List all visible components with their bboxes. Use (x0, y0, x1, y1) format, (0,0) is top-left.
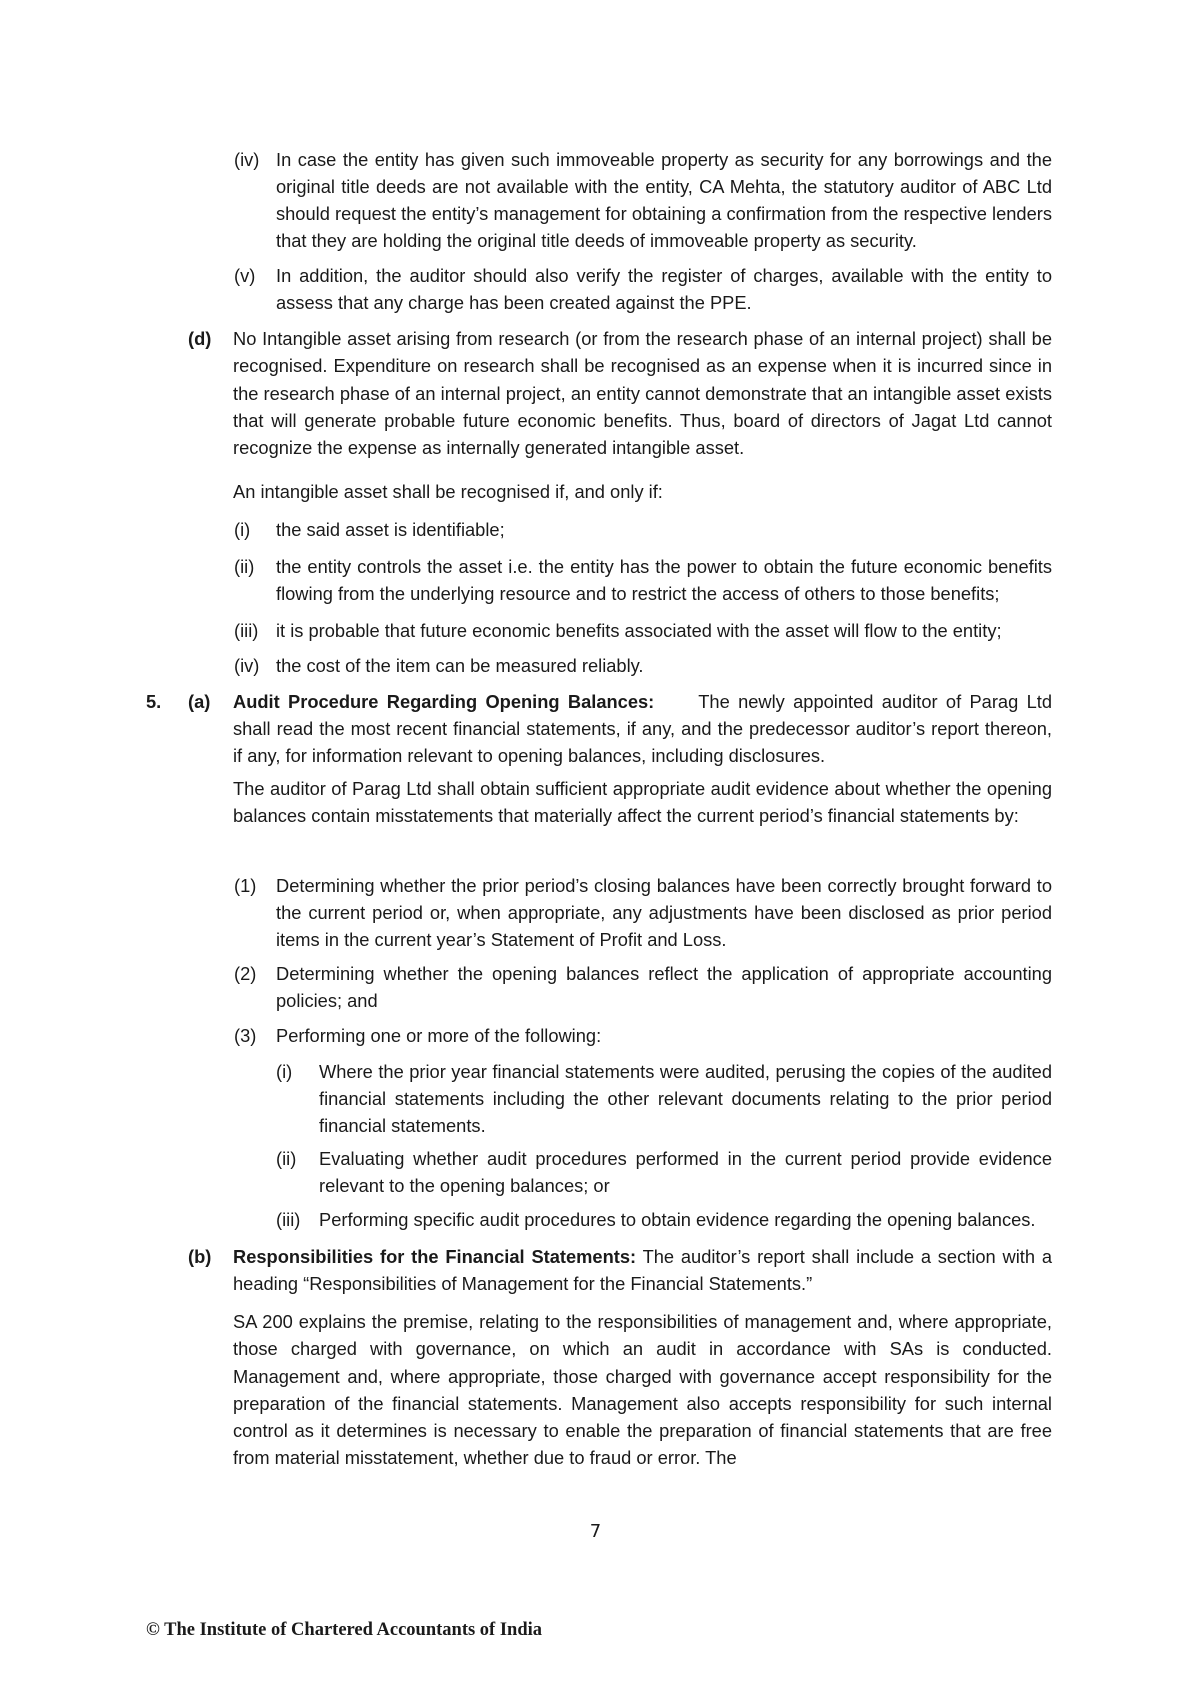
item-text: Performing one or more of the following: (276, 1025, 602, 1046)
section-paragraph: SA 200 explains the premise, relating to the responsibilities of management and, where appropriate, those charged with governance, on which an audit in accordance with SAs is conducted. Management and, where appropriate, those charged with governance accept responsibility for the preparation of the financial statements. Management also accepts responsibility for such internal control as it determines is necessary to enable the preparation of financial statements that are free from material misstatement, whether due to fraud or error. The (233, 1311, 1052, 1469)
page-number: 7 (589, 1521, 602, 1542)
section-paragraph: The auditor of Parag Ltd shall obtain sufficient appropriate audit evidence about whether the opening balances contain misstatements that materially affect the current period’s financial statements by: (233, 778, 1052, 827)
item-label: (iv) (234, 655, 260, 676)
section-label: (b) (188, 1246, 212, 1267)
item-text: the entity controls the asset i.e. the entity has the power to obtain the future economic benefits flowing from the underlying resource and to restrict the access of others to those benefits; (276, 556, 1052, 604)
section-paragraph (233, 1243, 1052, 1297)
section-paragraph: No Intangible asset arising from research (or from the research phase of an internal project) shall be recognised. Expenditure on research shall be recognised as an expense when it is incurred since in the research phase of an internal project, an entity cannot demonstrate that an intangible asset exists that will generate probable future economic benefits. Thus, board of directors of Jagat Ltd cannot recognize the expense as internally generated intangible asset. (233, 328, 1052, 459)
section-label: (a) (188, 691, 211, 712)
section-label: (d) (188, 328, 212, 349)
item-text: Determining whether the opening balances reflect the application of appropriate accounting policies; and (276, 963, 1052, 1011)
section-intro: The newly appointed auditor of Parag Ltd shall read the most recent financial statements, if any, and the predecessor auditor’s report thereon, if any, for information relevant to opening balances, including disclosures. (233, 691, 1052, 766)
subitem-label: (iii) (276, 1209, 301, 1230)
item-label: (iii) (234, 620, 259, 641)
footer-copyright: © The Institute of Chartered Accountants of India (146, 1620, 543, 1640)
item-label: (v) (234, 265, 256, 286)
subitem-text: Performing specific audit procedures to obtain evidence regarding the opening balances. (319, 1209, 1036, 1230)
section-paragraph (233, 688, 1052, 769)
subitem-label: (ii) (276, 1148, 297, 1169)
subitem-label: (i) (276, 1061, 293, 1082)
item-label: (i) (234, 519, 251, 540)
item-text: Determining whether the prior period’s closing balances have been correctly brought forward to the current period or, when appropriate, any adjustments have been disclosed as prior period items in the current year’s Statement of Profit and Loss. (276, 875, 1052, 950)
item-text: the cost of the item can be measured reliably. (276, 655, 644, 676)
item-label: (2) (234, 963, 257, 984)
subitem-text: Where the prior year financial statements were audited, perusing the copies of the audited financial statements including the other relevant documents relating to the prior period financial statements. (319, 1061, 1052, 1136)
section-intro: The auditor’s report shall include a section with a heading “Responsibilities of Management for the Financial Statements.” (233, 1246, 1053, 1294)
item-text: it is probable that future economic benefits associated with the asset will flow to the entity; (276, 620, 1002, 641)
item-label: (ii) (234, 556, 255, 577)
question-number: 5. (146, 691, 162, 712)
section-heading: Responsibilities for the Financial Statements: (233, 1246, 637, 1267)
item-text: the said asset is identifiable; (276, 519, 505, 540)
section-heading: Audit Procedure Regarding Opening Balances: (233, 691, 655, 712)
item-label: (1) (234, 875, 257, 896)
item-label: (3) (234, 1025, 257, 1046)
section-paragraph: An intangible asset shall be recognised if, and only if: (233, 481, 663, 502)
subitem-text: Evaluating whether audit procedures performed in the current period provide evidence relevant to the opening balances; or (319, 1148, 1052, 1196)
item-label: (iv) (234, 149, 260, 170)
item-text: In case the entity has given such immoveable property as security for any borrowings and the original title deeds are not available with the entity, CA Mehta, the statutory auditor of ABC Ltd should request the entity’s management for obtaining a confirmation from the respective lenders that they are holding the original title deeds of immoveable property as security. (276, 149, 1052, 251)
item-text: In addition, the auditor should also verify the register of charges, available with the entity to assess that any charge has been created against the PPE. (276, 265, 1052, 313)
